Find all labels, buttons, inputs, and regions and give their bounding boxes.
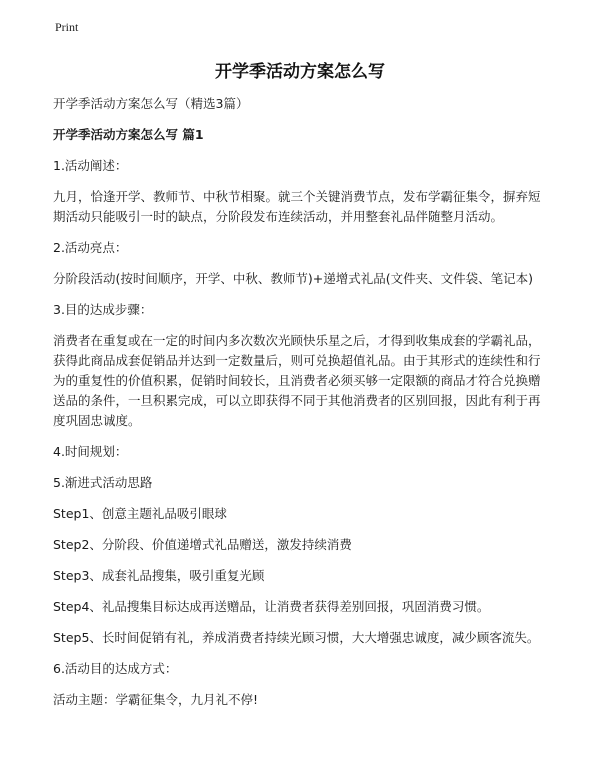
paragraph: 5.渐进式活动思路 — [53, 475, 153, 490]
paragraph: 消费者在重复或在一定的时间内多次数次光顾快乐星之后，才得到收集成套的学霸礼品，获得此商品成套促销品并达到一定数量后，则可兑换超值礼品。由于其形式的连续性和行为的重复性的价值积累，促销时间较长，且消费者必须买够一定限额的商品才符合兑换赠送品的条件，一旦积累完成，可以立即获得不同于其他消费者的区别回报，因此有利于再度巩固忠诚度。 — [53, 333, 541, 428]
step-item: Step4、礼品搜集目标达成再送赠品，让消费者获得差别回报，巩固消费习惯。 — [53, 599, 490, 614]
paragraph: 3.目的达成步骤： — [53, 302, 153, 317]
paragraph: 6.活动目的达成方式： — [53, 661, 178, 676]
print-label[interactable]: Print — [55, 20, 79, 34]
document-title: 开学季活动方案怎么写 — [215, 62, 385, 82]
paragraph: 4.时间规划： — [53, 444, 128, 459]
document-body — [53, 94, 551, 721]
step-item: Step5、长时间促销有礼，养成消费者持续光顾习惯，大大增强忠诚度，减少顾客流失。 — [53, 630, 540, 645]
paragraph: 活动主题：学霸征集令，九月礼不停! — [53, 692, 259, 707]
step-item: Step3、成套礼品搜集，吸引重复光顾 — [53, 568, 265, 583]
step-item: Step2、分阶段、价值递增式礼品赠送，激发持续消费 — [53, 537, 352, 552]
subtitle-line: 开学季活动方案怎么写（精选3篇） — [53, 96, 249, 111]
paragraph: 分阶段活动(按时间顺序，开学、中秋、教师节)+递增式礼品(文件夹、文件袋、笔记本) — [53, 271, 533, 286]
paragraph: 1.活动阐述： — [53, 158, 128, 173]
step-item: Step1、创意主题礼品吸引眼球 — [53, 506, 227, 521]
section-heading: 开学季活动方案怎么写 篇1 — [53, 127, 204, 142]
paragraph: 2.活动亮点： — [53, 240, 128, 255]
paragraph: 九月，恰逢开学、教师节、中秋节相聚。就三个关键消费节点，发布学霸征集令，摒弃短期活动只能吸引一时的缺点，分阶段发布连续活动，并用整套礼品伴随整月活动。 — [53, 189, 541, 224]
